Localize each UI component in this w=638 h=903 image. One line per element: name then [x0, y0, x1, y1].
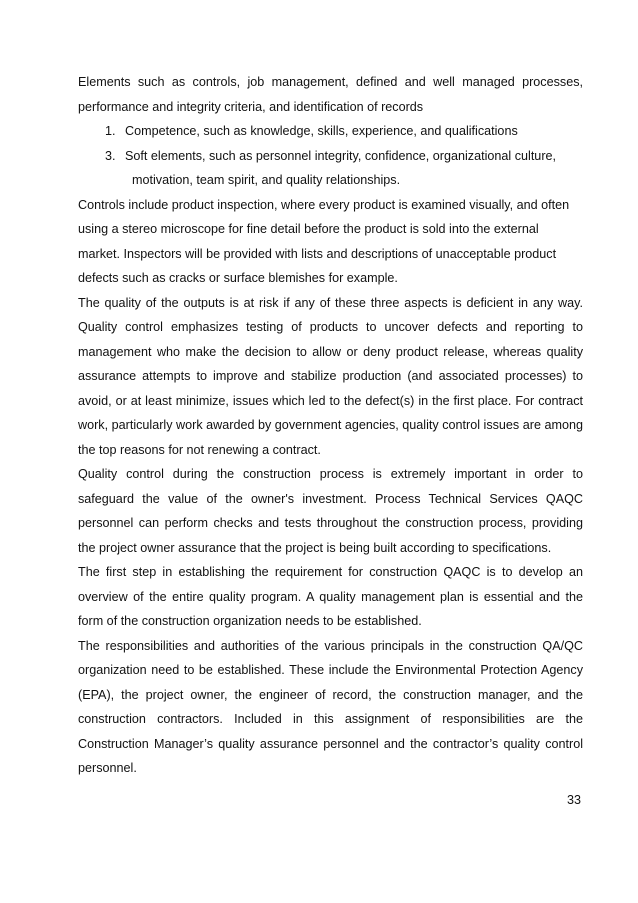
list-number: 1.: [105, 124, 116, 138]
paragraph-first-step: The first step in establishing the requirement for construction QAQC is to develop an overview of the entire quality program. A quality management plan is essential and the form of the construction organization needs to be established.: [78, 565, 583, 628]
paragraph-quality-outputs: The quality of the outputs is at risk if any of these three aspects is deficient in any way. Quality control emphasizes testing of products to uncover defects and reporting to management who make the decision to allow or deny product release, whereas quality assurance attempts to improve and stabilize production (and associated processes) to avoid, or at least minimize, issues which led to the defect(s) in the first place. For contract work, particularly work awarded by government agencies, quality control issues are among the top reasons for not renewing a contract.: [78, 295, 583, 457]
page-number: 33: [566, 793, 581, 807]
list-text-continuation: motivation, team spirit, and quality relationships.: [132, 173, 401, 187]
paragraph-controls: Controls include product inspection, where every product is examined visually, and often using a stereo microscope for fine detail before the product is sold into the external market. Inspectors will be provided with lists and descriptions of unacceptable product defects such as cracks or surface blemishes for example.: [78, 197, 570, 285]
paragraph-elements: Elements such as controls, job management, defined and well managed processes, performance and integrity criteria, and identification of records: [78, 75, 583, 114]
list-item-competence: [78, 119, 583, 144]
list-number: 3.: [105, 148, 116, 163]
list-text: Soft elements, such as personnel integrity, confidence, organizational culture,: [125, 148, 557, 163]
list-text: Competence, such as knowledge, skills, experience, and qualifications: [125, 124, 518, 138]
paragraph-construction-quality: Quality control during the construction process is extremely important in order to safeguard the value of the owner's investment. Process Technical Services QAQC personnel can perform checks and tests throughout the construction process, providing the project owner assurance that the project is being built according to specifications.: [78, 467, 583, 555]
list-item-soft-elements: [78, 144, 583, 193]
body-text: [78, 70, 583, 781]
paragraph-responsibilities: The responsibilities and authorities of the various principals in the construction QA/QC organization need to be established. These include the Environmental Protection Agency (EPA), the project owner, the engineer of record, the construction manager, and the construction contractors. Included in this assignment of responsibilities are the Construction Manager’s quality assurance personnel and the contractor’s quality control personnel.: [78, 638, 583, 775]
